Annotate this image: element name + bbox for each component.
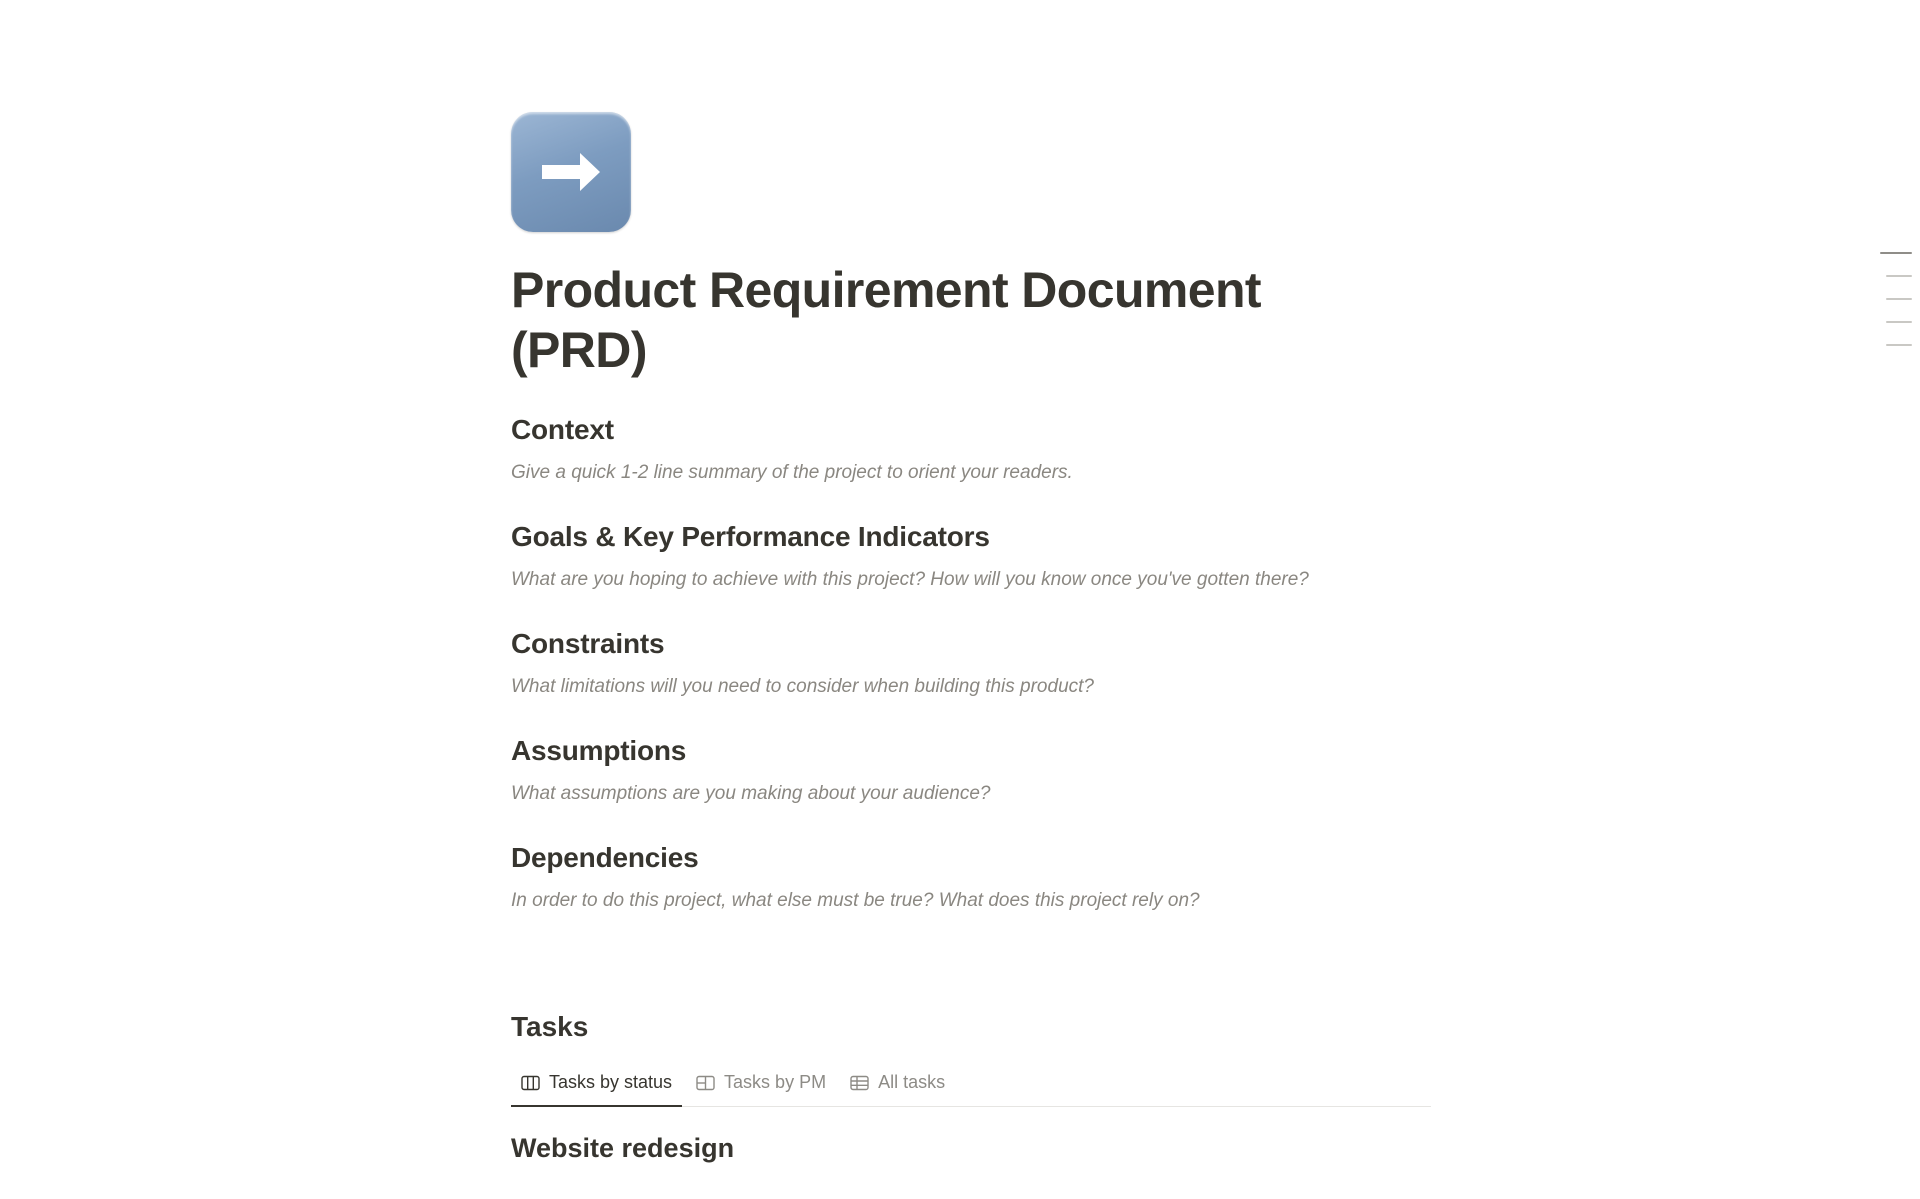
board-title: Website redesign <box>511 1133 735 1164</box>
section-constraints <box>511 628 1431 701</box>
gallery-view-icon <box>696 1074 715 1091</box>
tasks-view-tabs <box>511 1066 1431 1107</box>
section-goals-kpi <box>511 521 1431 594</box>
section-heading: Context <box>511 414 614 445</box>
section-hint: Give a quick 1-2 line summary of the project to orient your readers. <box>511 462 1073 483</box>
outline-scroll-markers[interactable] <box>1878 252 1912 346</box>
right-arrow-emoji-icon[interactable] <box>511 112 631 232</box>
outline-marker[interactable] <box>1886 275 1912 277</box>
section-heading: Constraints <box>511 627 665 659</box>
table-view-icon <box>850 1074 869 1091</box>
tab-tasks-by-pm[interactable] <box>686 1066 836 1107</box>
section-dependencies <box>511 842 1431 915</box>
tab-label: Tasks by status <box>549 1072 673 1093</box>
outline-marker[interactable] <box>1886 344 1912 346</box>
section-heading: Assumptions <box>511 734 687 766</box>
section-assumptions <box>511 735 1431 808</box>
section-heading: Goals & Key Performance Indicators <box>511 520 990 552</box>
section-hint: What assumptions are you making about your audience? <box>511 782 991 804</box>
section-hint: What limitations will you need to consider when building this product? <box>511 675 1094 697</box>
tasks-heading: Tasks <box>511 1010 589 1042</box>
tab-tasks-by-status[interactable] <box>511 1066 682 1107</box>
document-body <box>511 0 1431 1164</box>
tab-label: All tasks <box>878 1072 946 1093</box>
outline-marker[interactable] <box>1880 252 1912 254</box>
board-view-icon <box>521 1074 540 1091</box>
tab-label: Tasks by PM <box>724 1072 827 1093</box>
section-heading: Dependencies <box>511 841 699 873</box>
section-hint: What are you hoping to achieve with this project? How will you know once you've gotten there? <box>511 568 1309 590</box>
tab-all-tasks[interactable] <box>840 1066 955 1107</box>
section-hint: In order to do this project, what else must be true? What does this project rely on? <box>511 889 1200 911</box>
section-tasks <box>511 1011 1431 1164</box>
outline-marker[interactable] <box>1886 298 1912 300</box>
outline-marker[interactable] <box>1886 321 1912 323</box>
page-title: Product Requirement Document (PRD) <box>511 262 1261 378</box>
section-context <box>511 414 1431 487</box>
